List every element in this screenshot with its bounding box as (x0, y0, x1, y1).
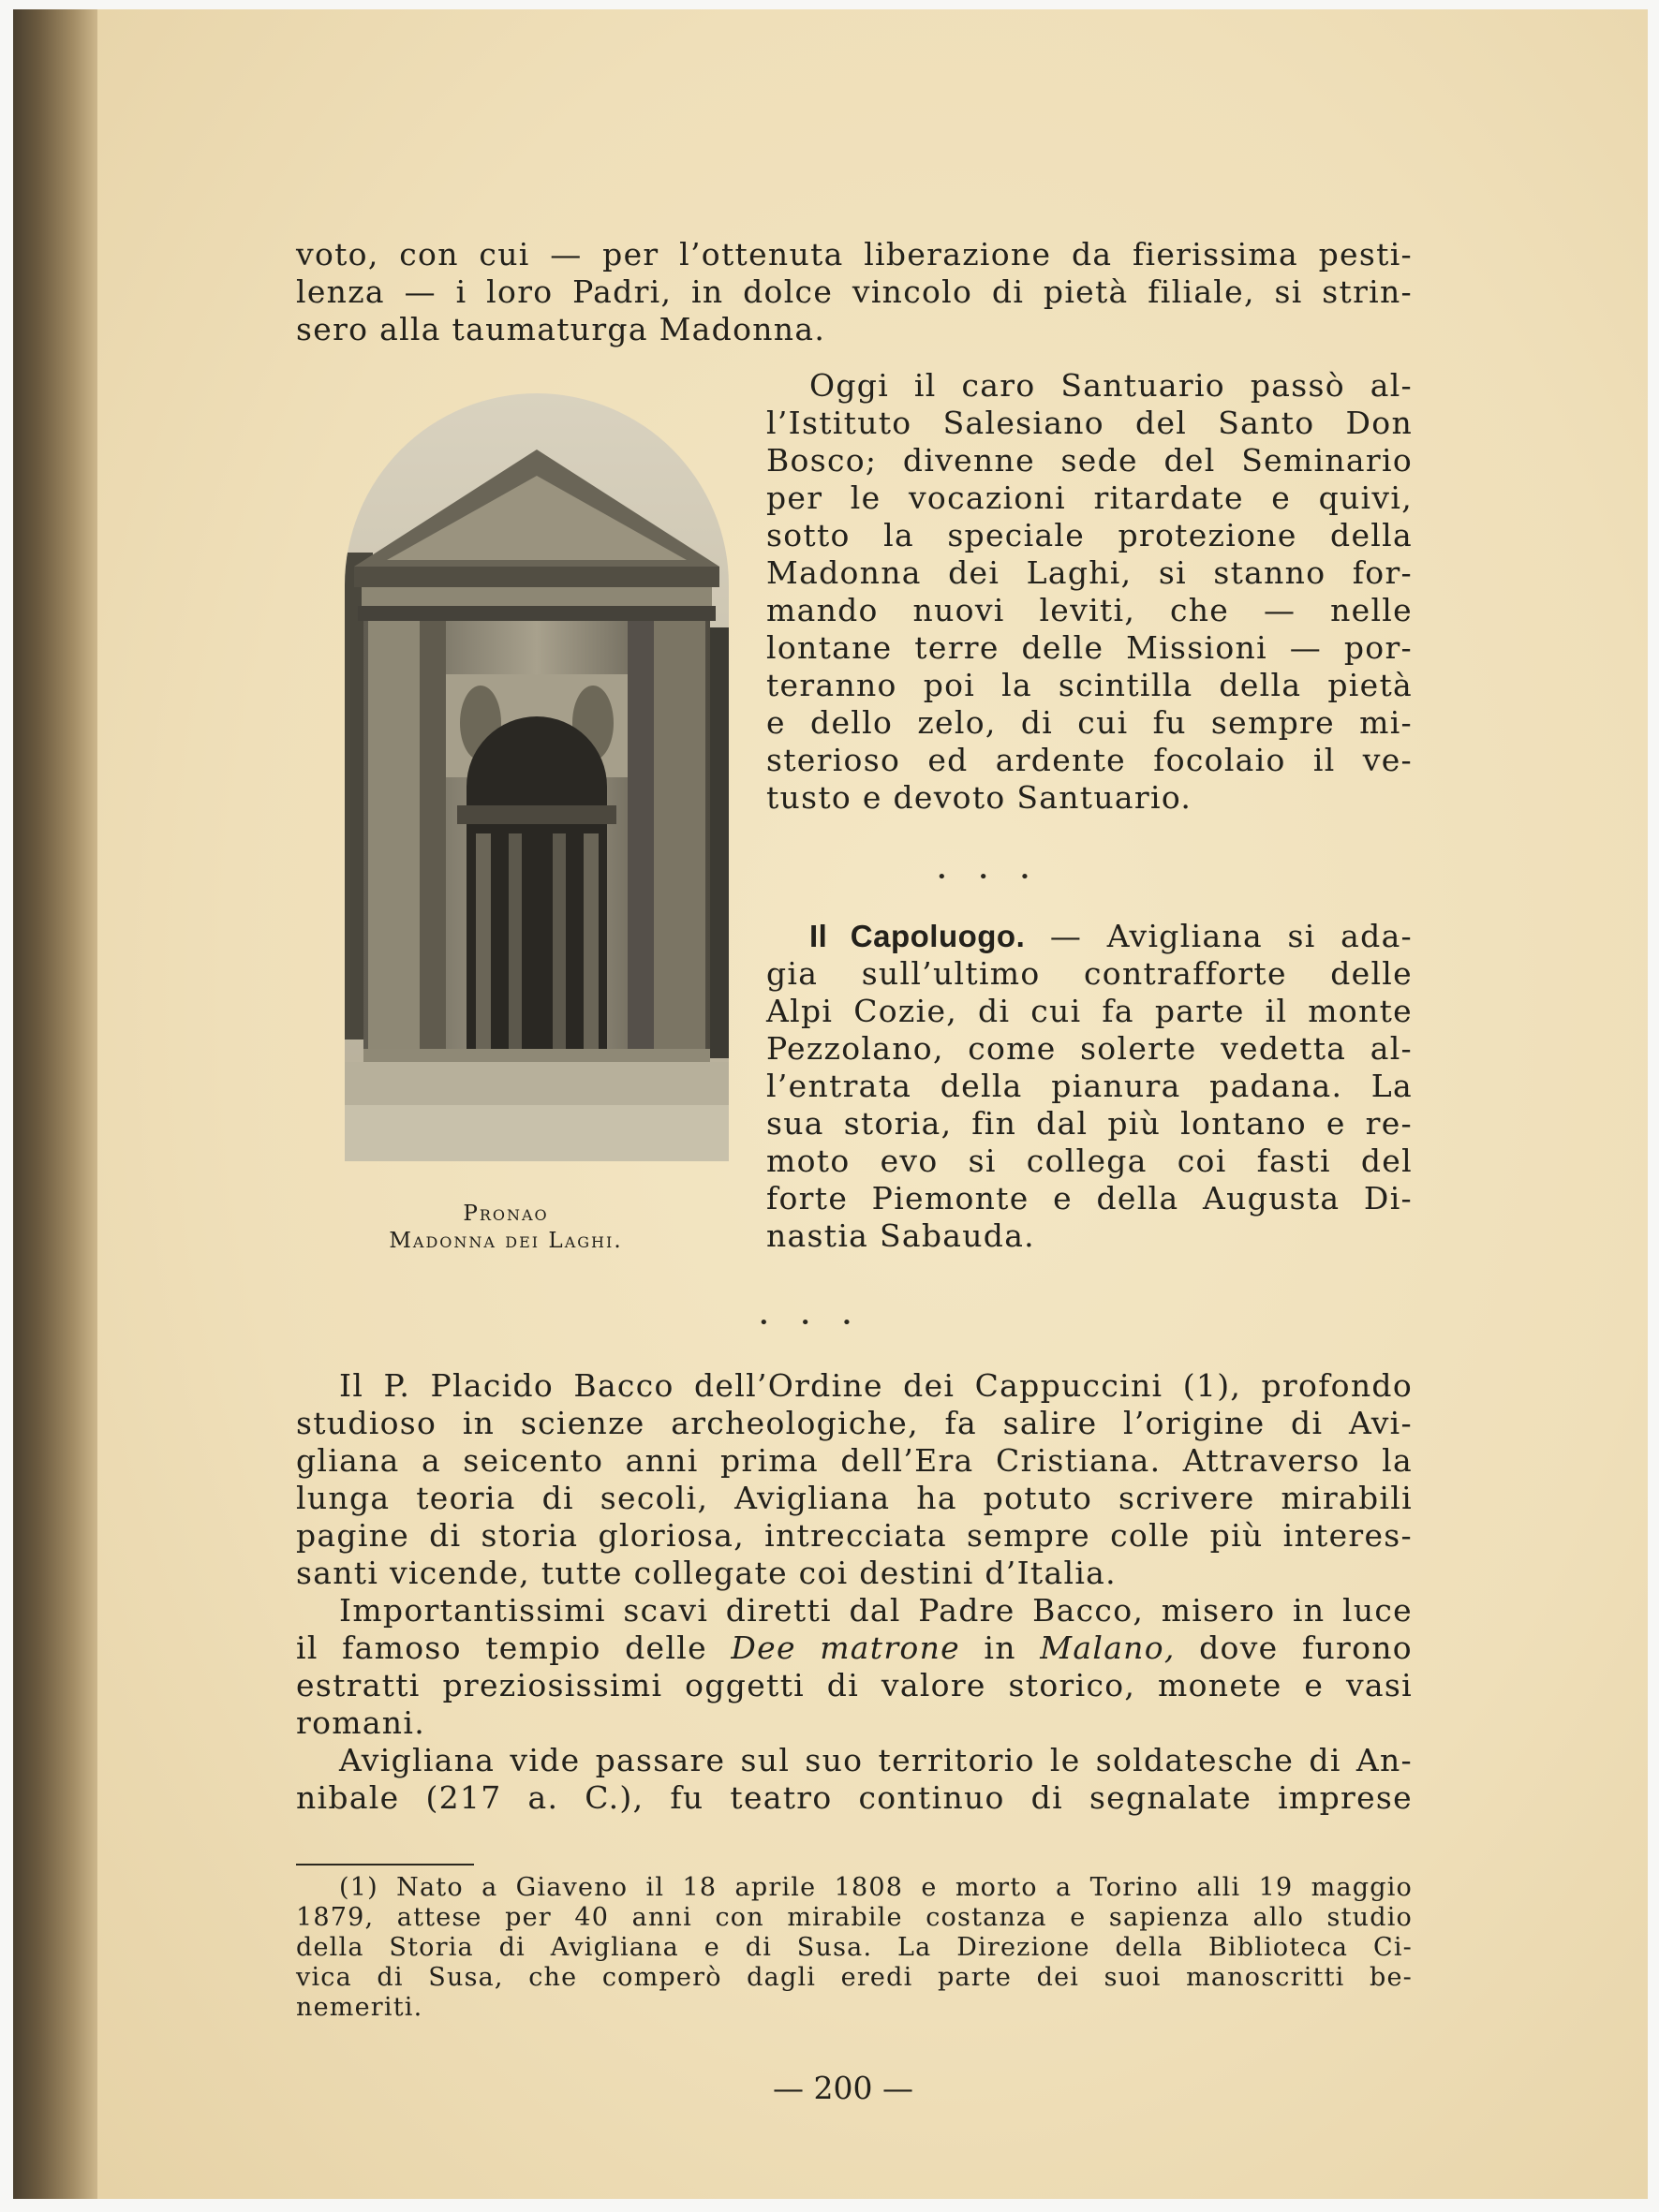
text-line: 1879, attese per 40 anni con mirabile costanza e sapienza allo studio (296, 1903, 1413, 1932)
text-line: estratti preziosissimi oggetti di valore storico, monete e vasi (296, 1667, 1413, 1703)
text-line: Il P. Placido Bacco dell’Ordine dei Cappuccini (1), profondo (339, 1367, 1413, 1404)
text-line: mando nuovi leviti, che — nelle (766, 592, 1413, 628)
text-line: romani. (296, 1704, 426, 1741)
text-line: vica di Susa, che comperò dagli eredi parte dei suoi manoscritti be- (296, 1963, 1413, 1992)
footnote (296, 1873, 1413, 2023)
capoluogo-paragraph (766, 918, 1413, 1255)
book-spine (13, 9, 97, 2199)
top-paragraph (296, 236, 1413, 348)
text-line: gia sull’ultimo contrafforte delle (766, 955, 1413, 992)
main-text (296, 1367, 1413, 1817)
text-line: studioso in scienze archeologiche, fa salire l’origine di Avi- (296, 1405, 1413, 1441)
text-line: l’Istituto Salesiano del Santo Don (766, 405, 1413, 441)
text-line: Importantissimi scavi diretti dal Padre Bacco, misero in luce (339, 1592, 1413, 1629)
text-line: moto evo si collega coi fasti del (766, 1143, 1413, 1179)
text-line: Madonna dei Laghi, si stanno for- (766, 554, 1413, 591)
text-line: per le vocazioni ritardate e quivi, (766, 479, 1413, 516)
text-fragment: in (959, 1630, 1041, 1666)
photo-caption (318, 1201, 693, 1255)
text-line: lunga teoria di secoli, Avigliana ha potuto scrivere mirabili (296, 1480, 1413, 1516)
text-line: lontane terre delle Missioni — por- (766, 629, 1413, 666)
right-paragraph (766, 367, 1413, 817)
text-line: e dello zelo, di cui fu sempre mi- (766, 704, 1413, 741)
text-line: Avigliana vide passare sul suo territorio le soldatesche di An- (339, 1742, 1413, 1778)
italic-term: Dee matrone (731, 1630, 960, 1666)
text-line: Oggi il caro Santuario passò al- (809, 367, 1413, 404)
text-line: teranno poi la scintilla della pietà (766, 667, 1413, 703)
text-line: gliana a seicento anni prima dell’Era Cristiana. Attraverso la (296, 1442, 1413, 1479)
text-line: Pezzolano, come solerte vedetta al- (766, 1030, 1413, 1067)
text-fragment: dove furono (1175, 1630, 1413, 1666)
text-line: Bosco; divenne sede del Seminario (766, 442, 1413, 479)
text-line: sua storia, fin dal più lontano e re- (766, 1105, 1413, 1142)
section-heading: Il Capoluogo. (809, 919, 1026, 953)
text-line: sero alla taumaturga Madonna. (296, 311, 826, 347)
caption-line: Pronao (463, 1202, 549, 1226)
text-line: tusto e devoto Santuario. (766, 779, 1192, 816)
section-separator: • • • (937, 867, 1044, 887)
text-fragment: — Avigliana si ada- (1049, 918, 1413, 954)
text-line: pagine di storia gloriosa, intrecciata sempre colle più interes- (296, 1517, 1413, 1554)
text-line: l’entrata della pianura padana. La (766, 1068, 1413, 1104)
text-line: della Storia di Avigliana e di Susa. La Direzione della Biblioteca Ci- (296, 1933, 1413, 1962)
text-line: nastia Sabauda. (766, 1217, 1035, 1254)
text-line: santi vicende, tutte collegate coi destini d’Italia. (296, 1555, 1117, 1591)
text-line: sterioso ed ardente focolaio il ve- (766, 742, 1413, 778)
text-line: nibale (217 a. C.), fu teatro continuo di segnalate imprese (296, 1779, 1413, 1816)
text-line (296, 1630, 1413, 1667)
text-line: Alpi Cozie, di cui fa parte il monte (766, 993, 1413, 1029)
pronao-photo (345, 393, 729, 1161)
page-number: — 200 — (773, 2070, 913, 2106)
text-line: voto, con cui — per l’ottenuta liberazione da fierissima pesti- (296, 236, 1413, 273)
text-line: forte Piemonte e della Augusta Di- (766, 1180, 1413, 1217)
text-line: lenza — i loro Padri, in dolce vincolo di pietà filiale, si strin- (296, 273, 1413, 310)
section-separator: • • • (759, 1313, 866, 1333)
footnote-rule (296, 1864, 474, 1865)
caption-line: Madonna dei Laghi. (389, 1229, 623, 1253)
text-line (766, 918, 1413, 955)
text-fragment: il famoso tempio delle (296, 1630, 732, 1666)
italic-term: Malano, (1040, 1630, 1176, 1666)
text-line: nemeriti. (296, 1993, 423, 2022)
text-line: (1) Nato a Giaveno il 18 aprile 1808 e morto a Torino alli 19 maggio (339, 1873, 1413, 1902)
text-line: sotto la speciale protezione della (766, 517, 1413, 553)
